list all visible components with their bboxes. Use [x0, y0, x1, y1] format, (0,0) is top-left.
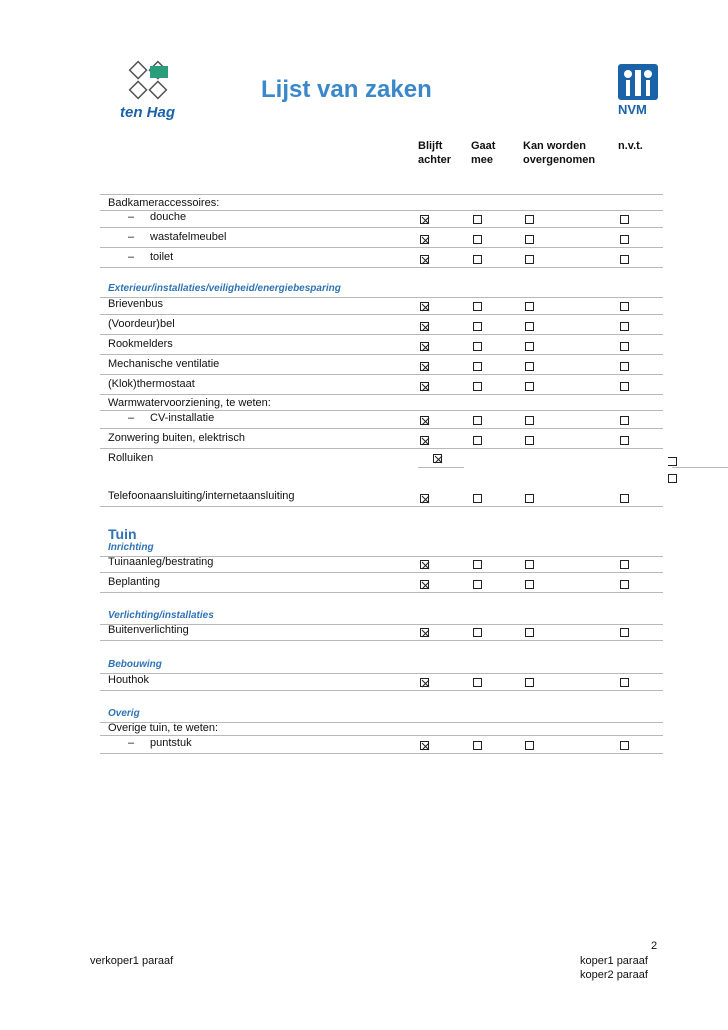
- row-text: Telefoonaansluiting/internetaansluiting: [108, 490, 295, 502]
- checkbox-blijft-achter[interactable]: [420, 235, 429, 244]
- checkbox-gaat-mee[interactable]: [473, 560, 482, 569]
- footer-koper2-paraaf: koper2 paraaf: [580, 969, 648, 981]
- checkbox-nvt[interactable]: [620, 436, 629, 445]
- row-text: CV-installatie: [150, 412, 215, 424]
- row-divider: [100, 227, 663, 228]
- section-heading: Verlichting/installaties: [108, 610, 214, 621]
- checkbox-gaat-mee[interactable]: [473, 322, 482, 331]
- row-label: [108, 378, 195, 390]
- checkbox-blijft-achter[interactable]: [420, 494, 429, 503]
- row-text: wastafelmeubel: [150, 231, 227, 243]
- row-label: [108, 197, 219, 209]
- list-dash: –: [128, 737, 135, 749]
- checkbox-kan-worden-overgenomen[interactable]: [525, 678, 534, 687]
- list-dash: –: [128, 231, 135, 243]
- checkbox-gaat-mee[interactable]: [473, 678, 482, 687]
- row-divider-short: [418, 467, 464, 468]
- checkbox-blijft-achter[interactable]: [420, 741, 429, 750]
- checkbox-nvt[interactable]: [620, 235, 629, 244]
- row-label: [108, 452, 153, 464]
- page-title: Lijst van zaken: [261, 76, 432, 103]
- row-divider: [100, 753, 663, 754]
- checkbox-gaat-mee[interactable]: [473, 342, 482, 351]
- list-dash: –: [128, 211, 135, 223]
- row-divider: [100, 354, 663, 355]
- row-text: Zonwering buiten, elektrisch: [108, 432, 245, 444]
- row-label: [108, 722, 218, 734]
- checkbox-nvt[interactable]: [620, 580, 629, 589]
- checkbox-kan-worden-overgenomen[interactable]: [525, 322, 534, 331]
- list-dash: –: [128, 251, 135, 263]
- ten-hag-logo: [116, 58, 196, 124]
- section-title-tuin: Tuin: [108, 526, 137, 542]
- row-label: [128, 231, 226, 243]
- checkbox-blijft-achter[interactable]: [420, 560, 429, 569]
- checkbox-nvt[interactable]: [620, 322, 629, 331]
- checkbox-nvt[interactable]: [620, 741, 629, 750]
- footer-koper1-paraaf: koper1 paraaf: [580, 955, 648, 967]
- checkbox-nvt[interactable]: [620, 678, 629, 687]
- page-number: 2: [651, 940, 658, 952]
- nvm-logo-mark: [614, 62, 662, 102]
- checkbox-nvt[interactable]: [620, 362, 629, 371]
- checkbox-kan-worden-overgenomen[interactable]: [525, 741, 534, 750]
- checkbox-nvt[interactable]: [620, 494, 629, 503]
- row-label: [108, 358, 219, 370]
- checkbox-blijft-achter[interactable]: [420, 382, 429, 391]
- row-divider: [100, 334, 663, 335]
- checkbox-kan-worden-overgenomen[interactable]: [525, 215, 534, 224]
- row-text: Beplanting: [108, 576, 160, 588]
- row-divider: [100, 374, 663, 375]
- checkbox-nvt[interactable]: [620, 628, 629, 637]
- row-text: Badkameraccessoires:: [108, 197, 220, 209]
- checkbox-kan-worden-overgenomen[interactable]: [525, 362, 534, 371]
- checkbox-gaat-mee[interactable]: [473, 362, 482, 371]
- row-divider: [100, 640, 663, 641]
- row-divider: [100, 592, 663, 593]
- checkbox-gaat-mee[interactable]: [473, 436, 482, 445]
- checkbox-nvt[interactable]: [620, 560, 629, 569]
- row-text: Tuinaanleg/bestrating: [108, 556, 214, 568]
- row-label: [108, 318, 175, 330]
- checkbox-blijft-achter[interactable]: [420, 322, 429, 331]
- row-divider: [100, 690, 663, 691]
- checkbox-blijft-achter[interactable]: [420, 255, 429, 264]
- checkbox-blijft-achter[interactable]: [420, 362, 429, 371]
- checkbox-blijft-achter[interactable]: [420, 580, 429, 589]
- row-label: [108, 338, 173, 350]
- row-label: [108, 576, 160, 588]
- footer-verkoper-paraaf: verkoper1 paraaf: [90, 955, 174, 967]
- row-text: puntstuk: [150, 737, 192, 749]
- checkbox-gaat-mee[interactable]: [473, 255, 482, 264]
- checkbox-gaat-mee[interactable]: [473, 382, 482, 391]
- checkbox-blijft-achter[interactable]: [433, 454, 442, 463]
- column-header-kan-worden-overgenomen: Kan worden overgenomen: [523, 140, 596, 166]
- checkbox-kan-worden-overgenomen[interactable]: [525, 580, 534, 589]
- row-divider: [100, 506, 663, 507]
- checkbox-gaat-mee[interactable]: [473, 235, 482, 244]
- nvm-logo-text: NVM: [618, 102, 647, 117]
- checkbox-kan-worden-overgenomen[interactable]: [525, 302, 534, 311]
- row-divider: [100, 572, 663, 573]
- row-divider: [100, 394, 663, 395]
- column-header-gaat-mee: Gaat mee: [471, 140, 496, 166]
- row-label: [108, 674, 149, 686]
- row-text: toilet: [150, 251, 174, 263]
- checkbox-blijft-achter[interactable]: [420, 628, 429, 637]
- checkbox-kan-worden-overgenomen[interactable]: [525, 494, 534, 503]
- row-label: [108, 397, 271, 409]
- checkbox-blijft-achter[interactable]: [420, 215, 429, 224]
- column-header-blijft-achter: Blijft achter: [418, 140, 452, 166]
- section-heading: Exterieur/installaties/veiligheid/energiebesparing: [108, 283, 341, 294]
- checkbox-kan-worden-overgenomen[interactable]: [525, 342, 534, 351]
- row-text: douche: [150, 211, 187, 223]
- row-label: [108, 490, 295, 502]
- overflow-checkbox[interactable]: [668, 457, 677, 466]
- row-text: Buitenverlichting: [108, 624, 189, 636]
- row-divider: [100, 247, 663, 248]
- row-divider: [100, 428, 663, 429]
- row-divider: [100, 735, 663, 736]
- section-heading: Inrichting: [108, 542, 154, 553]
- checkbox-nvt[interactable]: [620, 382, 629, 391]
- checkbox-gaat-mee[interactable]: [473, 580, 482, 589]
- checkbox-kan-worden-overgenomen[interactable]: [525, 628, 534, 637]
- overflow-checkbox[interactable]: [668, 474, 677, 483]
- row-label: [128, 412, 214, 424]
- checkbox-nvt[interactable]: [620, 302, 629, 311]
- section-divider: [100, 297, 663, 298]
- row-label: [108, 432, 245, 444]
- section-divider: [100, 673, 663, 674]
- row-divider: [100, 314, 663, 315]
- row-label: [128, 737, 192, 749]
- checkbox-kan-worden-overgenomen[interactable]: [525, 235, 534, 244]
- nvm-logo: [614, 62, 662, 118]
- row-text: (Voordeur)bel: [108, 318, 175, 330]
- row-text: Rolluiken: [108, 452, 154, 464]
- ten-hag-logo-text: ten Hag: [120, 104, 176, 121]
- row-label: [108, 298, 163, 310]
- checkbox-gaat-mee[interactable]: [473, 302, 482, 311]
- row-text: Mechanische ventilatie: [108, 358, 220, 370]
- checkbox-blijft-achter[interactable]: [420, 416, 429, 425]
- checkbox-blijft-achter[interactable]: [420, 302, 429, 311]
- ten-hag-logo-mark: [116, 58, 196, 104]
- checkbox-nvt[interactable]: [620, 255, 629, 264]
- checkbox-kan-worden-overgenomen[interactable]: [525, 560, 534, 569]
- checkbox-gaat-mee[interactable]: [473, 741, 482, 750]
- checkbox-blijft-achter[interactable]: [420, 678, 429, 687]
- checkbox-gaat-mee[interactable]: [473, 494, 482, 503]
- row-text: Houthok: [108, 674, 149, 686]
- checkbox-gaat-mee[interactable]: [473, 416, 482, 425]
- row-label: [128, 211, 186, 223]
- checkbox-gaat-mee[interactable]: [473, 215, 482, 224]
- row-divider: [100, 410, 663, 411]
- checkbox-kan-worden-overgenomen[interactable]: [525, 255, 534, 264]
- checkbox-nvt[interactable]: [620, 342, 629, 351]
- checkbox-nvt[interactable]: [620, 215, 629, 224]
- row-text: Brievenbus: [108, 298, 164, 310]
- column-header-nvt: n.v.t.: [618, 140, 643, 152]
- section-heading: Bebouwing: [108, 659, 162, 670]
- checkbox-kan-worden-overgenomen[interactable]: [525, 416, 534, 425]
- checkbox-nvt[interactable]: [620, 416, 629, 425]
- checkbox-blijft-achter[interactable]: [420, 436, 429, 445]
- row-label: [108, 624, 189, 636]
- row-text: Rookmelders: [108, 338, 173, 350]
- list-dash: –: [128, 412, 135, 424]
- row-text: Overige tuin, te weten:: [108, 722, 219, 734]
- section-heading: Overig: [108, 708, 140, 719]
- row-text: (Klok)thermostaat: [108, 378, 195, 390]
- row-text: Warmwatervoorziening, te weten:: [108, 397, 271, 409]
- checkbox-kan-worden-overgenomen[interactable]: [525, 436, 534, 445]
- checkbox-gaat-mee[interactable]: [473, 628, 482, 637]
- row-label: [128, 251, 173, 263]
- row-label: [108, 556, 213, 568]
- row-divider: [100, 267, 663, 268]
- header-divider: [100, 194, 663, 195]
- overflow-divider: [672, 467, 728, 468]
- checkbox-kan-worden-overgenomen[interactable]: [525, 382, 534, 391]
- row-divider: [100, 448, 663, 449]
- checkbox-blijft-achter[interactable]: [420, 342, 429, 351]
